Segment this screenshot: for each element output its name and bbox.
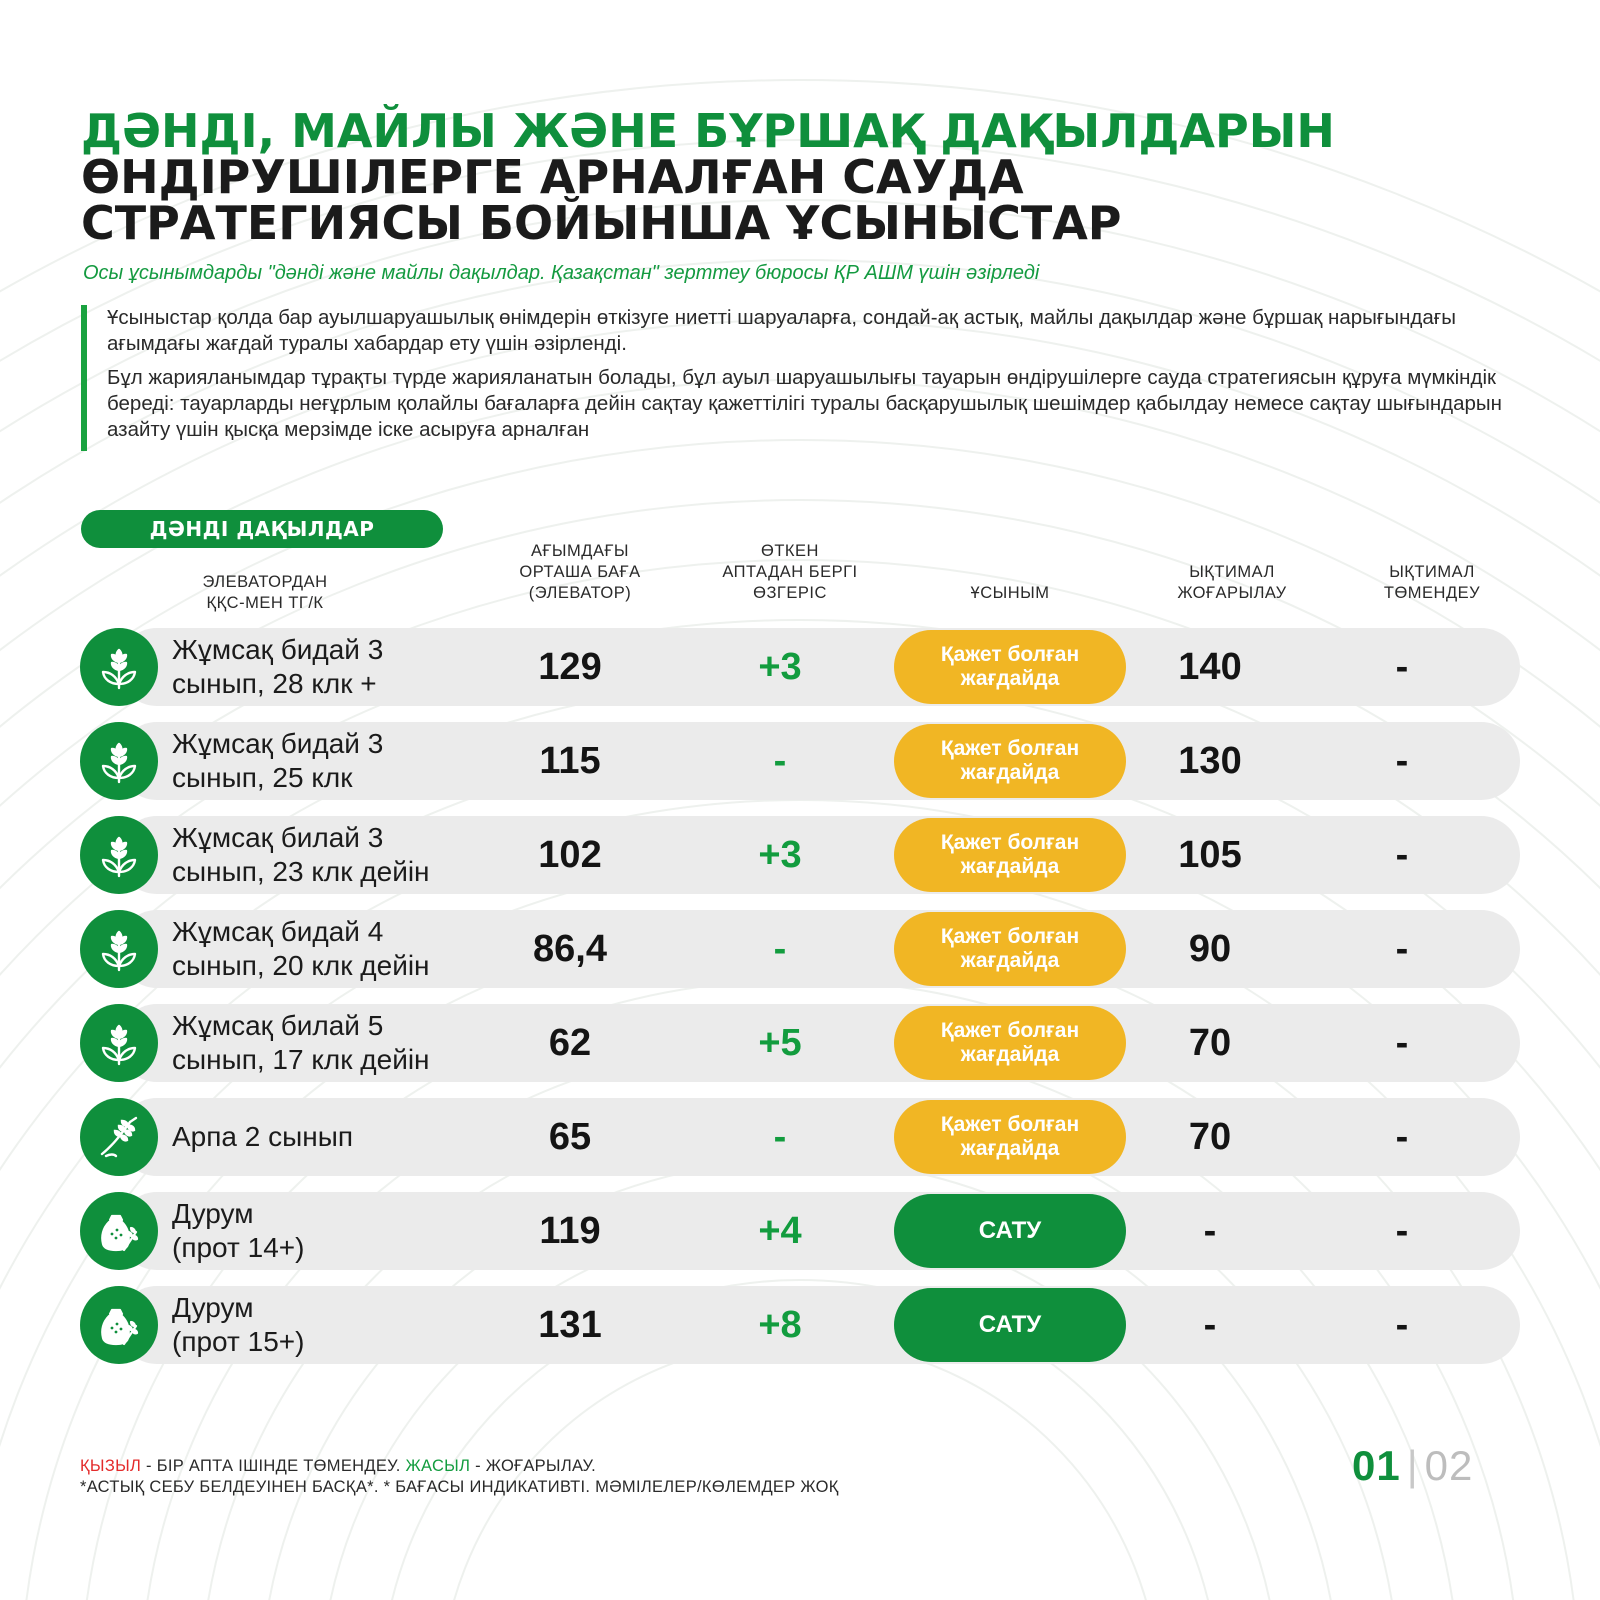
column-header-change-line: ӨТКЕН [761, 542, 819, 560]
column-header-price-line: (ЭЛЕВАТОР) [528, 584, 632, 602]
crop-name-line-1: Жұмсақ бидай 4 [172, 916, 384, 947]
intro-text [81, 305, 1507, 451]
table-row [80, 722, 1520, 800]
legend-green-word: ЖАСЫЛ [405, 1457, 471, 1475]
potential-decrease: - [1395, 645, 1409, 688]
crop-name-line-2: сынып, 17 клк дейін [172, 1044, 430, 1075]
crop-name-line-1: Жұмсақ билай 5 [172, 1010, 384, 1041]
crop-name-line-1: Жұмсақ бидай 3 [172, 728, 384, 759]
potential-increase: - [1203, 1303, 1217, 1346]
potential-decrease: - [1395, 739, 1409, 782]
grain-sack-icon [80, 1286, 158, 1364]
column-header-name [150, 572, 380, 614]
legend-red-word: ҚЫЗЫЛ [80, 1457, 142, 1475]
recommendation-badge: Қажет болған жағдайда [894, 818, 1126, 892]
column-header-up-line: ЫҚТИМАЛ [1189, 563, 1275, 581]
current-price: 115 [539, 739, 601, 782]
recommendation-badge: Қажет болған жағдайда [894, 912, 1126, 986]
weekly-change: - [773, 1115, 787, 1158]
crop-name [172, 1286, 502, 1364]
column-header-down-line: ЫҚТИМАЛ [1389, 563, 1475, 581]
potential-decrease: - [1395, 1021, 1409, 1064]
crop-name-line-2: сынып, 23 клк дейін [172, 856, 430, 887]
table-row [80, 628, 1520, 706]
weekly-change: +5 [758, 1021, 802, 1064]
intro-paragraph-2: Бұл жарияланымдар тұрақты түрде жарияланатын болады, бұл ауыл шаруашылығы тауарын өндірушілерге сауда стратегиясын құруға мүмкіндік береді: тауарларды неғұрлым қолайлы бағаларға дейін сақтау қажеттілігі туралы басқарушылық шешімдер қабылдау немесе сақтау шығындарын азайту үшін қысқа мерзімде іске асыруға арналған [107, 366, 1502, 441]
column-header-price-line: АҒЫМДАҒЫ [530, 542, 629, 560]
crop-name-line-2: (прот 15+) [172, 1326, 305, 1357]
current-price: 129 [538, 645, 602, 688]
weekly-change: +8 [758, 1303, 802, 1346]
crop-name-line-2: (прот 14+) [172, 1232, 305, 1263]
current-price: 131 [538, 1303, 602, 1346]
weekly-change: - [773, 739, 787, 782]
table-row [80, 1098, 1520, 1176]
recommendation-badge: Қажет болған жағдайда [894, 630, 1126, 704]
legend-colors [80, 1456, 839, 1477]
wheat-icon [80, 910, 158, 988]
current-price: 62 [548, 1021, 592, 1064]
table-row [80, 1286, 1520, 1364]
current-price: 65 [548, 1115, 592, 1158]
table-row [80, 1004, 1520, 1082]
barley-icon [80, 1098, 158, 1176]
title-line-2: ӨНДІРУШІЛЕРГЕ АРНАЛҒАН САУДА [81, 150, 1024, 204]
current-price: 86,4 [533, 927, 607, 970]
recommendation-badge: Қажет болған жағдайда [894, 724, 1126, 798]
weekly-change: +3 [758, 645, 802, 688]
crop-name [172, 816, 502, 894]
crop-name-line-1: Арпа 2 сынып [172, 1121, 353, 1152]
potential-increase: - [1203, 1209, 1217, 1252]
wheat-icon [80, 722, 158, 800]
potential-decrease: - [1395, 1115, 1409, 1158]
recommendation-badge: САТУ [894, 1194, 1126, 1268]
page-current: 01 [1352, 1442, 1401, 1489]
current-price: 102 [538, 833, 602, 876]
table-row [80, 910, 1520, 988]
column-header-up [1122, 562, 1342, 604]
page-separator: | [1406, 1442, 1419, 1489]
legend-note: *АСТЫҚ СЕБУ БЕЛДЕУІНЕН БАСҚА*. * БАҒАСЫ ИНДИКАТИВТІ. МӘМІЛЕЛЕР/КӨЛЕМДЕР ЖОҚ [80, 1478, 839, 1496]
legend [80, 1456, 839, 1498]
potential-decrease: - [1395, 1209, 1409, 1252]
crop-name-line-2: сынып, 20 клк дейін [172, 950, 430, 981]
potential-increase: 105 [1178, 833, 1242, 876]
column-header-price [470, 541, 690, 604]
column-header-recommendation [900, 583, 1120, 604]
column-header-change-line: АПТАДАН БЕРГІ [722, 563, 858, 581]
page-indicator [1352, 1442, 1473, 1490]
wheat-icon [80, 1004, 158, 1082]
column-header-name-line: ҚҚС-МЕН ТГ/К [206, 594, 324, 612]
column-header-up-line: ЖОҒАРЫЛАУ [1177, 584, 1287, 602]
column-header-recommendation-line: ҰСЫНЫМ [970, 584, 1050, 602]
wheat-icon [80, 628, 158, 706]
recommendation-badge: Қажет болған жағдайда [894, 1100, 1126, 1174]
weekly-change: +3 [758, 833, 802, 876]
column-header-name-line: ЭЛЕВАТОРДАН [202, 573, 328, 591]
potential-decrease: - [1395, 1303, 1409, 1346]
page-title [81, 104, 1531, 250]
potential-increase: 140 [1178, 645, 1242, 688]
crop-name-line-2: сынып, 25 клк [172, 762, 353, 793]
potential-decrease: - [1395, 833, 1409, 876]
table-row [80, 816, 1520, 894]
grain-sack-icon [80, 1192, 158, 1270]
crop-name [172, 722, 502, 800]
title-line-3: СТРАТЕГИЯСЫ БОЙЫНША ҰСЫНЫСТАР [81, 196, 1122, 250]
potential-increase: 70 [1188, 1115, 1232, 1158]
potential-increase: 70 [1188, 1021, 1232, 1064]
crop-name [172, 1098, 502, 1176]
column-header-down [1322, 562, 1542, 604]
recommendation-badge: САТУ [894, 1288, 1126, 1362]
subtitle: Осы ұсынымдарды "дәнді және майлы дақылдар. Қазақстан" зерттеу бюросы ҚР АШМ үшін әзірледі [83, 262, 1040, 284]
column-header-change-line: ӨЗГЕРІС [753, 584, 827, 602]
weekly-change: +4 [758, 1209, 802, 1252]
potential-increase: 90 [1188, 927, 1232, 970]
title-line-1: ДӘНДІ, МАЙЛЫ ЖӘНЕ БҰРШАҚ ДАҚЫЛДАРЫН [81, 104, 1335, 158]
table-row [80, 1192, 1520, 1270]
crop-name-line-1: Дурум [172, 1198, 254, 1229]
page-total: 02 [1424, 1442, 1474, 1489]
crop-name-line-1: Жұмсақ билай 3 [172, 822, 384, 853]
potential-increase: 130 [1178, 739, 1242, 782]
crop-name [172, 628, 502, 706]
section-label: ДӘНДІ ДАҚЫЛДАР [81, 510, 443, 548]
crop-name [172, 1004, 502, 1082]
column-header-price-line: ОРТАША БАҒА [519, 563, 641, 581]
crop-name-line-2: сынып, 28 клк + [172, 668, 377, 699]
wheat-icon [80, 816, 158, 894]
intro-paragraph-1: Ұсыныстар қолда бар ауылшаруашылық өнімдерін өткізуге ниетті шаруаларға, сондай-ақ астық, майлы дақылдар және бұршақ нарығындағы ағымдағы жағдай туралы хабардар ету үшін әзірленді. [107, 306, 1456, 355]
crop-name-line-1: Жұмсақ бидай 3 [172, 634, 384, 665]
crop-name [172, 910, 502, 988]
potential-decrease: - [1395, 927, 1409, 970]
current-price: 119 [539, 1209, 601, 1252]
legend-green-text: - ЖОҒАРЫЛАУ. [470, 1457, 597, 1475]
recommendation-badge: Қажет болған жағдайда [894, 1006, 1126, 1080]
weekly-change: - [773, 927, 787, 970]
column-header-change [680, 541, 900, 604]
column-header-down-line: ТӨМЕНДЕУ [1383, 584, 1481, 602]
crop-name [172, 1192, 502, 1270]
crop-name-line-1: Дурум [172, 1292, 254, 1323]
legend-red-text: - БІР АПТА ІШІНДЕ ТӨМЕНДЕУ. [141, 1457, 406, 1475]
